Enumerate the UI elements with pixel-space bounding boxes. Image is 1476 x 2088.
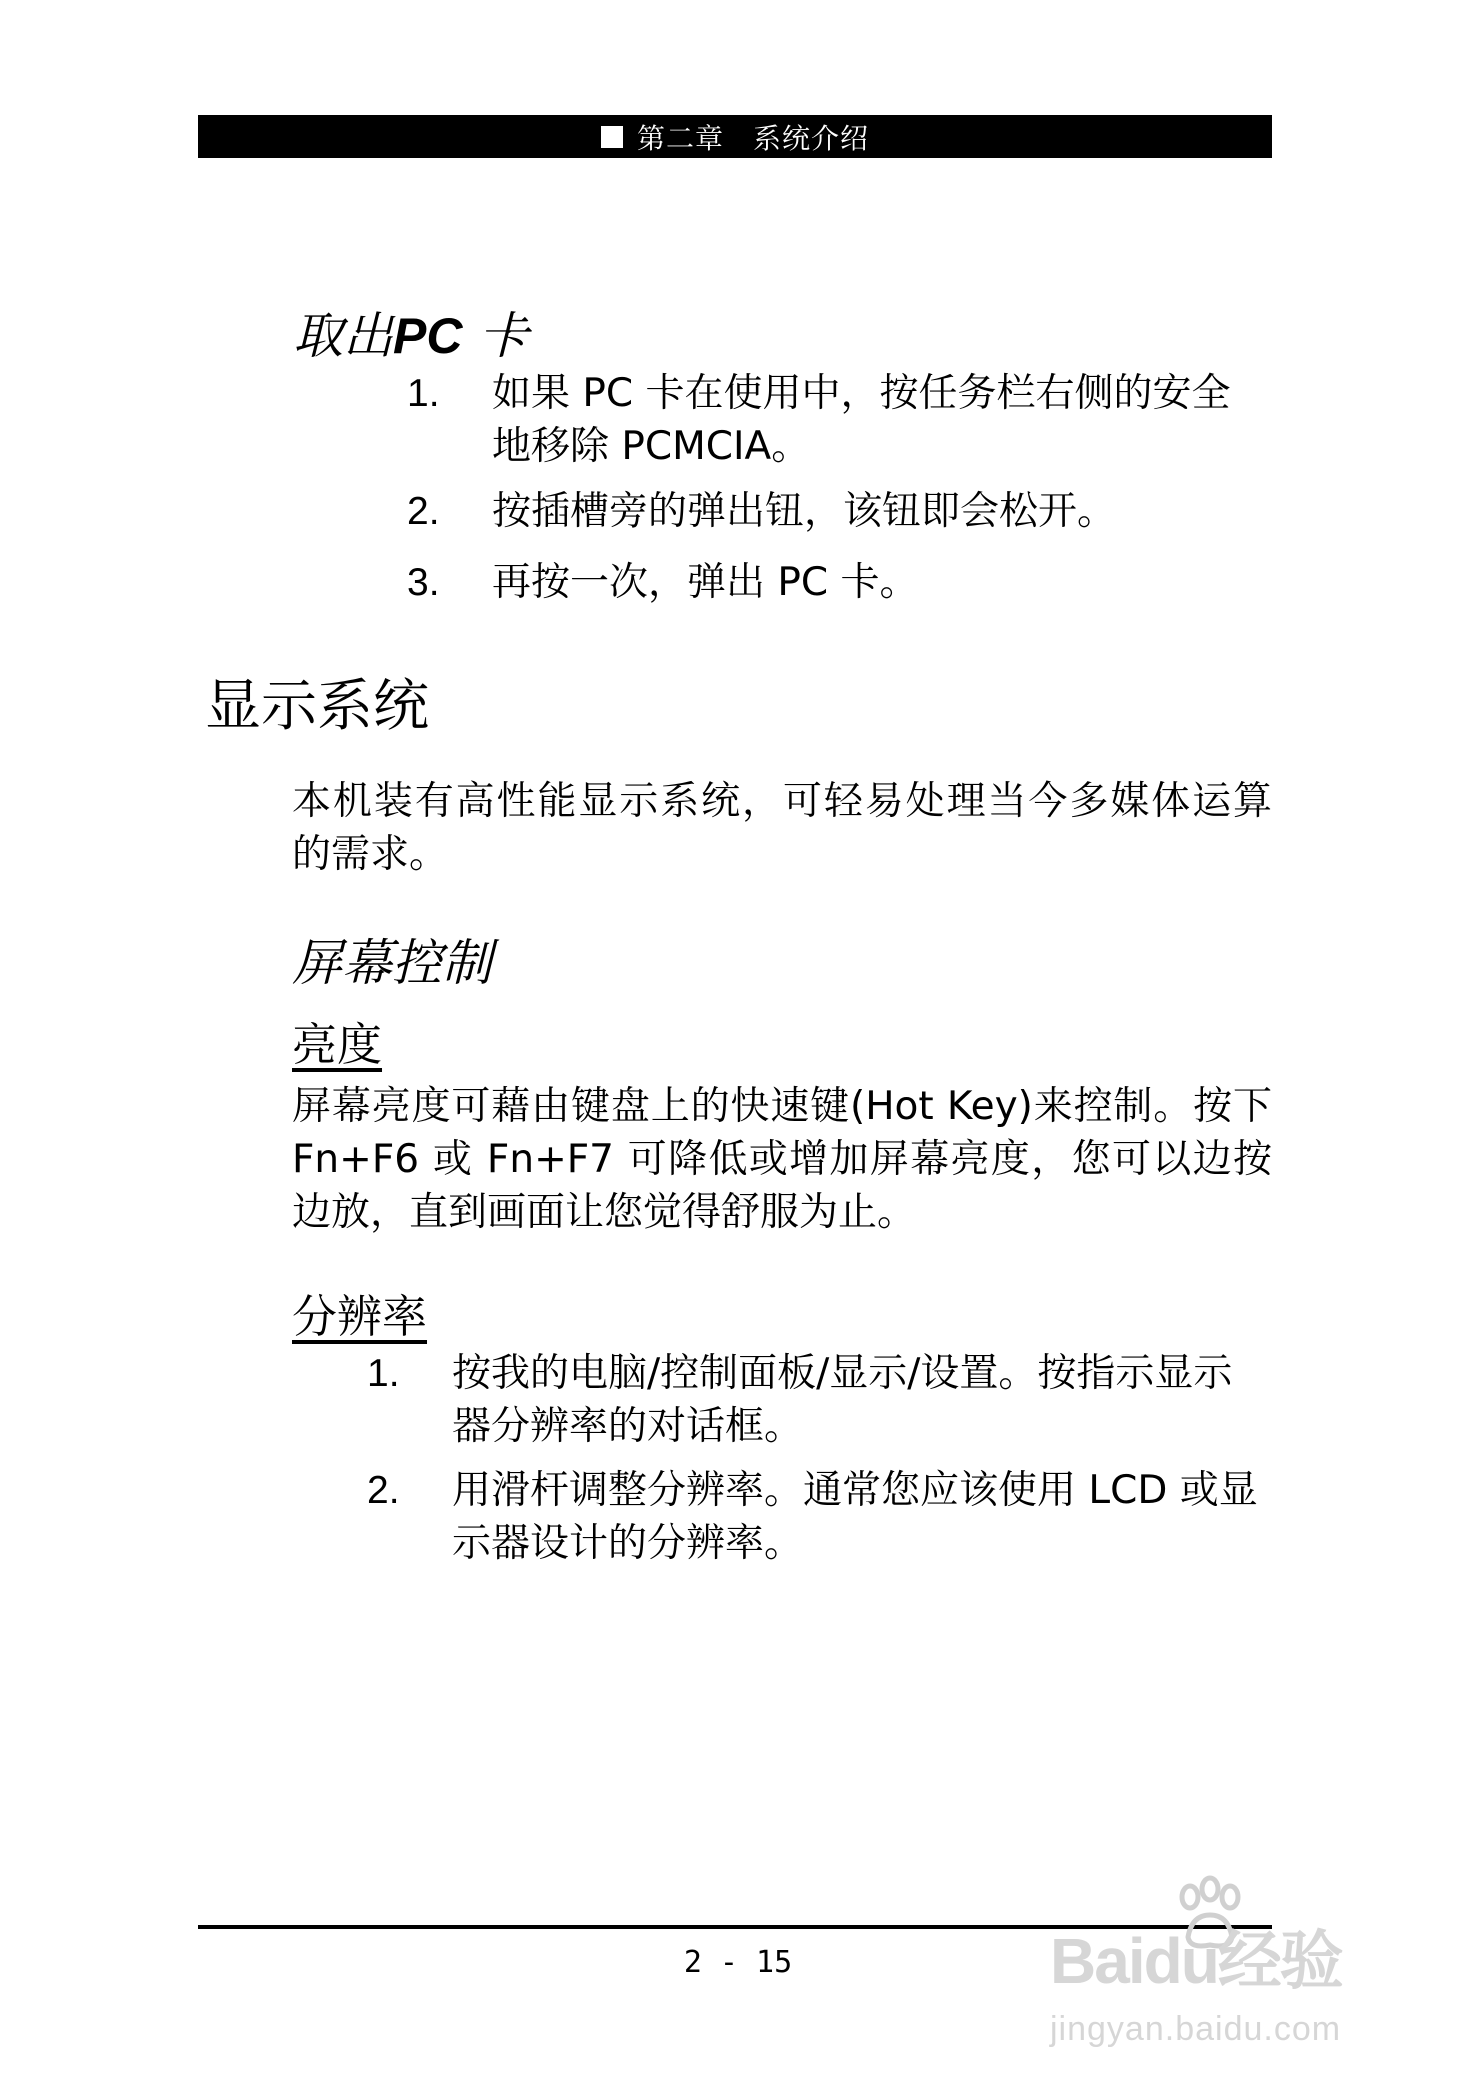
- chapter-header-bar: [198, 115, 1272, 158]
- remove-pc-card-heading: 取出PC 卡: [293, 307, 529, 365]
- resolution-heading: 分辨率: [292, 1290, 428, 1343]
- step-number: 2.: [407, 490, 440, 533]
- step-text: 按插槽旁的弹出钮，该钮即会松开。: [492, 489, 1117, 534]
- step-number: 3.: [407, 561, 440, 604]
- display-intro-paragraph: 本机装有高性能显示系统，可轻易处理当今多媒体运算 的需求。: [292, 779, 1272, 877]
- watermark: [1050, 1910, 1342, 2049]
- page-number: 2 - 15: [683, 1945, 793, 1980]
- step-text: 用滑杆调整分辨率。通常您应该使用 LCD 或显 示器设计的分辨率。: [452, 1468, 1258, 1566]
- step-text: 再按一次，弹出 PC 卡。: [492, 560, 919, 605]
- brightness-paragraph: 屏幕亮度可藉由键盘上的快速键(Hot Key)来控制。按下 Fn+F6 或 Fn+F7 可降低或增加屏幕亮度，您可以边按 边放，直到画面让您觉得舒服为止。: [292, 1084, 1272, 1235]
- screen-control-heading: 屏幕控制: [292, 934, 492, 992]
- watermark-url: jingyan.baidu.com: [1050, 2010, 1342, 2048]
- step-number: 1.: [367, 1352, 400, 1395]
- step-text: 按我的电脑/控制面板/显示/设置。按指示显示 器分辨率的对话框。: [452, 1351, 1233, 1449]
- square-bullet-icon: [601, 126, 623, 148]
- step-number: 1.: [407, 372, 440, 415]
- brightness-heading: 亮度: [292, 1018, 383, 1071]
- step-number: 2.: [367, 1469, 400, 1512]
- step-text: 如果 PC 卡在使用中，按任务栏右侧的安全 地移除 PCMCIA。: [492, 371, 1231, 469]
- chapter-title: 第二章 系统介绍: [636, 121, 869, 155]
- watermark-logo: Baidu经验: [1050, 1925, 1342, 1997]
- display-system-heading: 显示系统: [205, 674, 429, 739]
